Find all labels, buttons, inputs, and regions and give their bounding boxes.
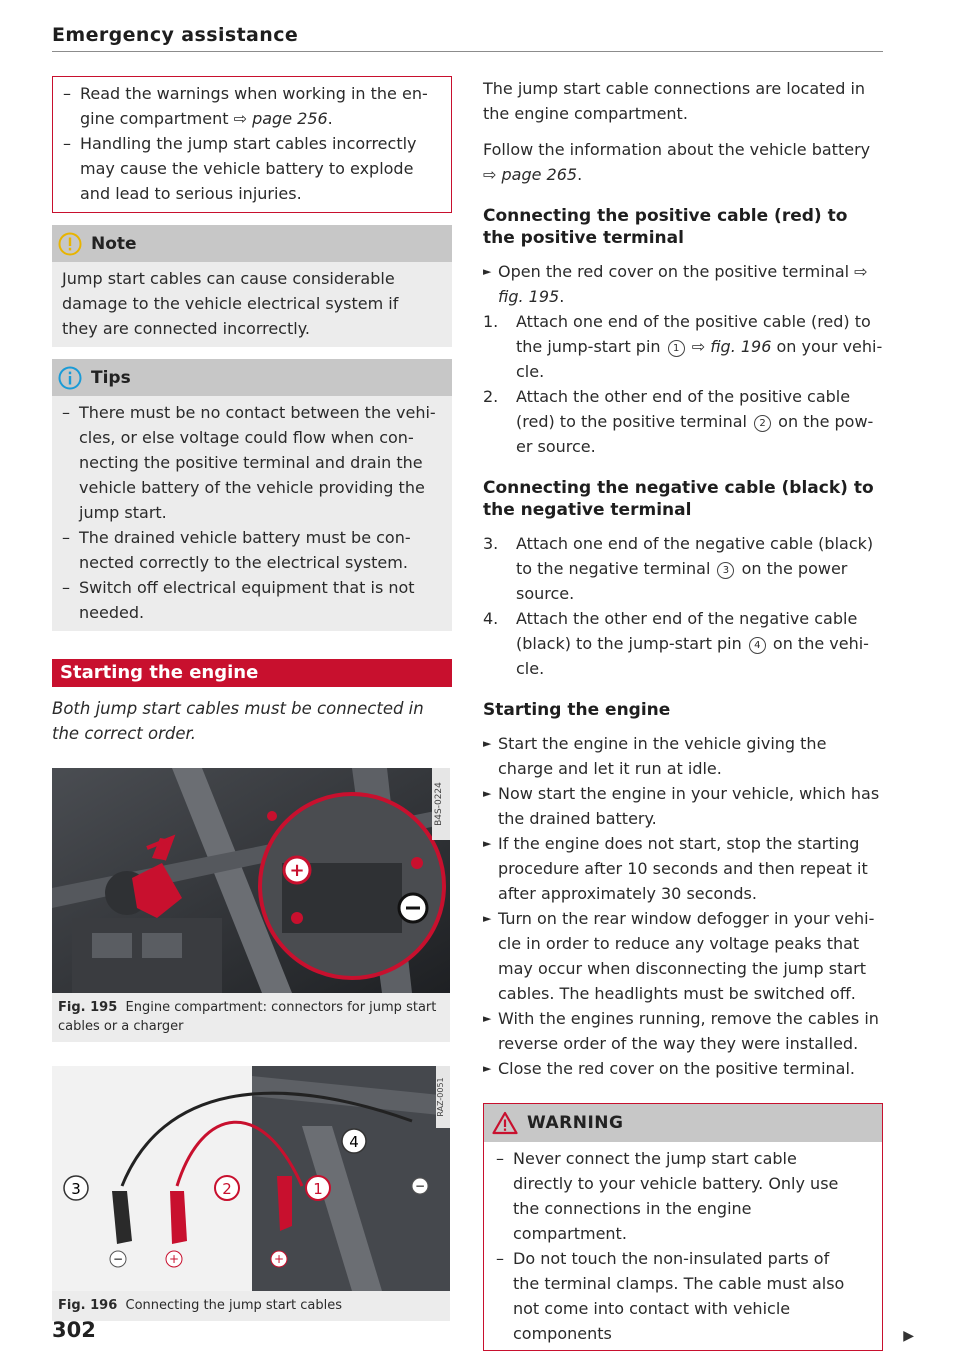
callout-3: 3 [71, 1180, 81, 1198]
section-title: Starting the engine [52, 659, 452, 687]
tips-item: – Switch off electrical equipment that is not needed. [62, 575, 438, 625]
step-item: 2. Attach the other end of the positive cable (red) to the positive terminal 2 on the power source. [483, 387, 874, 456]
tips-item: – There must be no contact between the vehicles, or else voltage could flow when connecting the positive terminal and drain the vehicle battery of the vehicle providing the jump start. [62, 400, 438, 525]
callout-marker: 1 [668, 340, 685, 357]
warning-body [483, 1142, 914, 1351]
info-circle-icon [58, 366, 82, 390]
engine-compartment-illustration [52, 768, 450, 993]
callout-marker: 4 [749, 637, 766, 654]
figure-195-image [52, 768, 450, 993]
figure-label: Fig. 196 [58, 1298, 118, 1313]
warning-triangle-icon [492, 1111, 518, 1135]
page-ref-link[interactable]: ⇨ page 256 [233, 109, 328, 128]
callout-4: 4 [349, 1133, 359, 1151]
instruction-item: ► Start the engine in the vehicle giving the charge and let it run at idle. [483, 731, 883, 781]
svg-text:+: + [273, 1252, 285, 1266]
subheading-starting: Starting the engine [483, 700, 671, 720]
instruction-item: ► Close the red cover on the positive terminal. [483, 1056, 883, 1081]
step-item: 3. Attach one end of the negative cable (black) to the negative terminal 3 on the power source. [483, 534, 874, 603]
figure-196-image [52, 1066, 450, 1291]
warning-item: – Do not touch the non-insulated parts of the terminal clamps. The cable must also not come into contact with vehicle components [496, 1246, 858, 1346]
svg-text:+: + [168, 1252, 180, 1266]
instruction-item: ► With the engines running, remove the cables in reverse order of the way they were installed. [483, 1006, 883, 1056]
warning-item: – Never connect the jump start cable directly to your vehicle battery. Only use the connections in the engine compartment. [496, 1146, 858, 1246]
tips-header [52, 359, 452, 396]
right-column [483, 76, 914, 1351]
left-column [52, 76, 452, 1321]
page-ref-link[interactable]: ⇨ page 265 [483, 165, 578, 184]
svg-text:−: − [112, 1252, 124, 1266]
figure-196-caption: Fig. 196 Connecting the jump start cables [52, 1291, 450, 1321]
callout-marker: 3 [717, 562, 734, 579]
subheading-negative: Connecting the negative cable (black) to the negative terminal [483, 478, 874, 520]
svg-text:−: − [414, 1179, 426, 1193]
figure-ref-link[interactable]: ⇨ fig. 196 [686, 337, 772, 356]
page-number: 302 [52, 1318, 96, 1342]
tips-body [52, 396, 452, 631]
warning-continued-box [52, 76, 452, 213]
warning-item: – Handling the jump start cables incorrectly may cause the vehicle battery to explode and lead to serious injuries. [63, 131, 437, 206]
instruction-item: ► If the engine does not start, stop the starting procedure after 10 seconds and then repeat it after approximately 30 seconds. [483, 831, 883, 906]
warning-label: WARNING [527, 1113, 624, 1133]
paragraph: The jump start cable connections are located in the engine compartment. [483, 79, 866, 123]
page-header-title: Emergency assistance [52, 24, 299, 46]
callout-marker: 2 [754, 415, 771, 432]
figure-195-caption: Fig. 195 Engine compartment: connectors for jump start cables or a charger [52, 993, 450, 1042]
warning-item: – Read the warnings when working in the engine compartment ⇨ page 256. [63, 81, 437, 131]
note-text: Jump start cables can cause considerable damage to the vehicle electrical system if they are connected incorrectly. [52, 262, 452, 347]
callout-2: 2 [222, 1180, 232, 1198]
callout-1: 1 [313, 1180, 323, 1198]
step-item: 1. Attach one end of the positive cable (red) to the jump-start pin 1 ⇨ fig. 196 on your vehicle. [483, 312, 883, 381]
step-item: 4. Attach the other end of the negative cable (black) to the jump-start pin 4 on the vehicle. [483, 609, 869, 678]
subheading-positive: Connecting the positive cable (red) to the positive terminal [483, 206, 848, 248]
paragraph: Follow the information about the vehicle battery ⇨ page 265. [483, 140, 871, 184]
section-intro: Both jump start cables must be connected in the correct order. [52, 699, 424, 743]
jump-start-cables-illustration [52, 1066, 450, 1291]
header-rule [52, 51, 883, 52]
tips-label: Tips [91, 367, 131, 388]
instruction-item: ► Turn on the rear window defogger in your vehicle in order to reduce any voltage peaks that may occur when disconnecting the jump start cables. The headlights must be switched off. [483, 906, 883, 1006]
figure-label: Fig. 195 [58, 1000, 118, 1015]
figure-code: B4S-0224 [434, 782, 444, 826]
note-label: Note [91, 233, 137, 254]
exclamation-circle-icon [58, 232, 82, 256]
note-header [52, 225, 452, 262]
figure-code: RAZ-0051 [436, 1077, 445, 1117]
svg-text:+: + [289, 860, 305, 881]
warning-header [483, 1103, 883, 1142]
instruction-item: ► Open the red cover on the positive terminal ⇨ fig. 195. [483, 259, 883, 309]
figure-ref-link[interactable]: ⇨ fig. 195 [498, 262, 868, 306]
instruction-item: ► Now start the engine in your vehicle, which has the drained battery. [483, 781, 883, 831]
continue-arrow-icon: ▶ [903, 1328, 914, 1344]
tips-item: – The drained vehicle battery must be connected correctly to the electrical system. [62, 525, 438, 575]
